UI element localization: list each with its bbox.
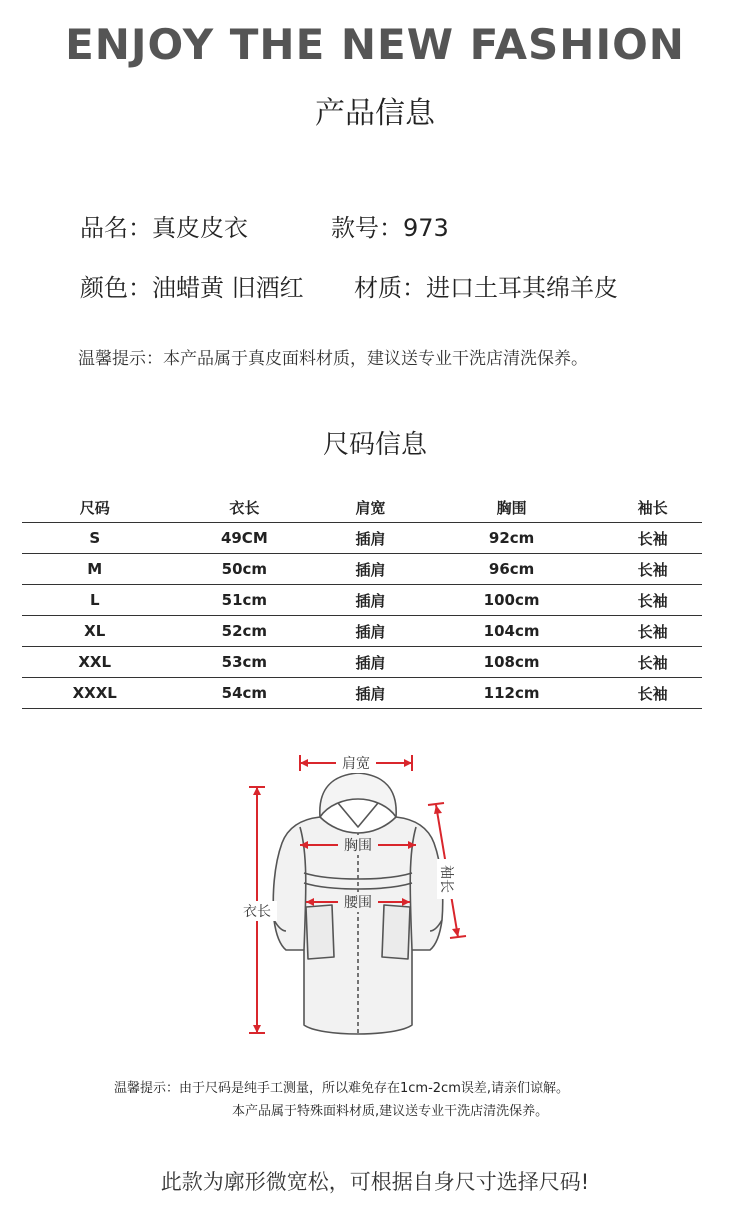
header-size: 尺码	[22, 492, 167, 523]
cell-length: 51cm	[167, 585, 321, 616]
cell-sleeve: 长袖	[603, 647, 702, 678]
coat-measurement-diagram	[220, 745, 510, 1045]
cell-chest: 96cm	[420, 554, 603, 585]
table-row	[22, 647, 702, 678]
cell-size: M	[22, 554, 167, 585]
cell-size: XXL	[22, 647, 167, 678]
cell-length: 49CM	[167, 523, 321, 554]
cell-sleeve: 长袖	[603, 554, 702, 585]
cell-size: L	[22, 585, 167, 616]
table-row	[22, 585, 702, 616]
measurement-note: 温馨提示：由于尺码是纯手工测量，所以难免存在1cm-2cm误差,请亲们谅解。	[114, 1081, 569, 1096]
cell-size: XL	[22, 616, 167, 647]
cell-sleeve: 长袖	[603, 523, 702, 554]
cell-length: 50cm	[167, 554, 321, 585]
header-length: 衣长	[167, 492, 321, 523]
cell-size: XXXL	[22, 678, 167, 709]
cell-length: 54cm	[167, 678, 321, 709]
product-material: 材质：进口土耳其绵羊皮	[354, 274, 618, 302]
waist-label: 腰围	[344, 895, 372, 911]
cell-shoulder: 插肩	[321, 554, 420, 585]
table-row	[22, 523, 702, 554]
care-tip: 温馨提示：本产品属于真皮面料材质，建议送专业干洗店清洗保养。	[78, 349, 588, 369]
cell-chest: 108cm	[420, 647, 603, 678]
cell-shoulder: 插肩	[321, 678, 420, 709]
cell-sleeve: 长袖	[603, 616, 702, 647]
cell-chest: 104cm	[420, 616, 603, 647]
cell-chest: 92cm	[420, 523, 603, 554]
table-row	[22, 616, 702, 647]
header-chest: 胸围	[420, 492, 603, 523]
cell-shoulder: 插肩	[321, 616, 420, 647]
cell-sleeve: 长袖	[603, 678, 702, 709]
product-info-title: 产品信息	[315, 96, 435, 131]
cell-shoulder: 插肩	[321, 647, 420, 678]
header-shoulder: 肩宽	[321, 492, 420, 523]
cell-shoulder: 插肩	[321, 523, 420, 554]
product-model: 款号：973	[331, 214, 449, 242]
product-name: 品名：真皮皮衣	[80, 214, 248, 242]
cell-sleeve: 长袖	[603, 585, 702, 616]
table-row	[22, 678, 702, 709]
banner-heading: ENJOY THE NEW FASHION	[65, 20, 685, 69]
size-table	[22, 492, 702, 709]
table-row	[22, 554, 702, 585]
care-note: 本产品属于特殊面料材质,建议送专业干洗店清洗保养。	[232, 1104, 549, 1119]
cell-size: S	[22, 523, 167, 554]
chest-label: 胸围	[344, 838, 372, 854]
header-sleeve: 袖长	[603, 492, 702, 523]
cell-shoulder: 插肩	[321, 585, 420, 616]
size-table-header	[22, 492, 702, 523]
product-color: 颜色：油蜡黄 旧酒红	[80, 274, 304, 302]
length-label: 衣长	[243, 904, 271, 920]
cell-length: 52cm	[167, 616, 321, 647]
sleeve-label: 袖长	[438, 865, 454, 893]
fit-advice: 此款为廓形微宽松，可根据自身尺寸选择尺码!	[160, 1170, 590, 1194]
size-info-title: 尺码信息	[322, 430, 427, 460]
cell-chest: 100cm	[420, 585, 603, 616]
shoulder-label: 肩宽	[342, 756, 370, 772]
cell-chest: 112cm	[420, 678, 603, 709]
cell-length: 53cm	[167, 647, 321, 678]
